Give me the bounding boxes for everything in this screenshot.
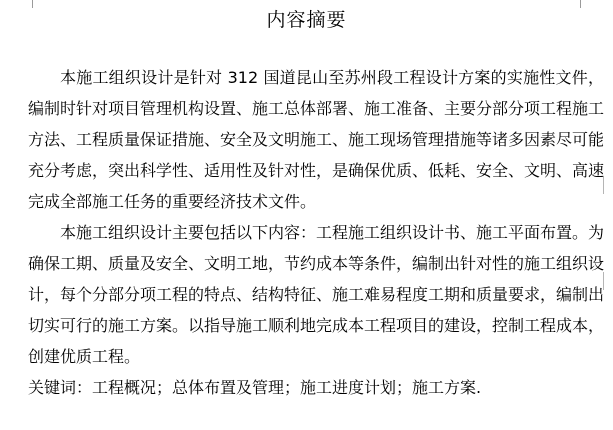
paragraph: 本施工组织设计是针对 312 国道昆山至苏州段工程设计方案的实施性文件，编制时针对项目管理机构设置、施工总体部署、施工准备、主要分部分项工程施工方法、工程质量保证措施、安全及文明施工、施工现场管理措施等诸多因素尽可能充分考虑，突出科学性、适用性及针对性，是确保优质、低耗、安全、文明、高速完成全部施工任务的重要经济技术文件。 bbox=[28, 68, 605, 211]
keywords-line: 关键词：工程概况；总体布置及管理；施工进度计划；施工方案. bbox=[28, 378, 482, 397]
paragraph: 本施工组织设计主要包括以下内容：工程施工组织设计书、施工平面布置。为确保工期、质量及安全、文明工地，节约成本等条件，编制出针对性的施工组织设计，每个分部分项工程的特点、结构特征、施工难易程度工期和质量要求，编制出切实可行的施工方案。以指导施工顺利地完成本工程项目的建设，控制工程成本，创建优质工程。 bbox=[28, 223, 605, 366]
margin-corner-mark bbox=[580, 0, 589, 8]
document-title: 内容摘要 bbox=[266, 9, 347, 31]
margin-corner-mark bbox=[24, 0, 33, 8]
document-body bbox=[28, 62, 604, 403]
